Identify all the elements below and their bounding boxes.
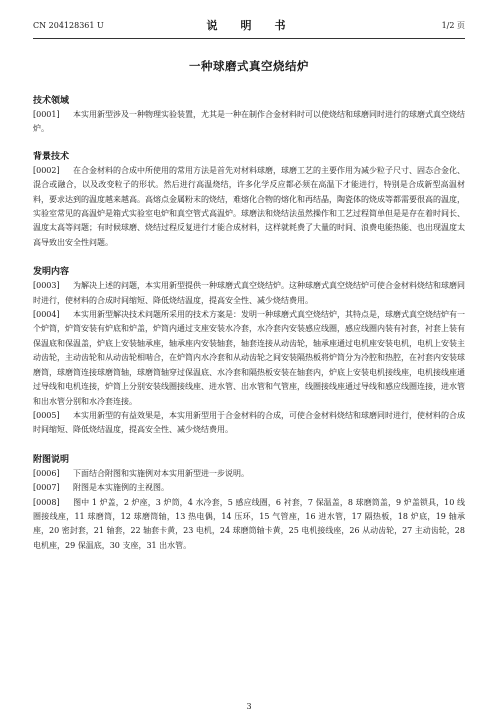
paragraph-number: [0007] bbox=[33, 483, 60, 493]
paragraph-0007 bbox=[33, 481, 465, 495]
paragraph-number: [0002] bbox=[33, 165, 60, 175]
paragraph-number: [0001] bbox=[33, 110, 60, 119]
paragraph-number: [0008] bbox=[33, 497, 60, 507]
patent-number: CN 204128361 U bbox=[33, 21, 104, 30]
paragraph-0002 bbox=[33, 164, 465, 250]
paragraph-0006 bbox=[33, 467, 465, 481]
paragraph-0005 bbox=[33, 409, 465, 438]
section-heading-drawings: 附图说明 bbox=[33, 454, 70, 465]
paragraph-number: [0005] bbox=[33, 410, 60, 420]
paragraph-text: 本实用新型涉及一种物理实验装置，尤其是一种在制作合金材料时可以使烧结和球磨同时进行的球磨式真空烧结炉。 bbox=[33, 110, 465, 134]
paragraph-text: 下面结合附图和实施例对本实用新型进一步说明。 bbox=[73, 468, 249, 478]
paragraph-text: 为解决上述的问题，本实用新型提供一种球磨式真空烧结炉。这种球磨式真空烧结炉可使合金材料烧结和球磨同时进行，使材料的合成时间缩短、降低烧结温度，提高安全性、减少烧结费用。 bbox=[33, 281, 465, 305]
paragraph-number: [0006] bbox=[33, 468, 60, 478]
page-header bbox=[33, 18, 465, 34]
section-heading-summary: 发明内容 bbox=[33, 267, 70, 278]
paragraph-text: 本实用新型解决技术问题所采用的技术方案是：发明一种球磨式真空烧结炉，其特点是，球磨式真空烧结炉有一个炉筒，炉筒安装有炉底和炉盖，炉筒内通过支座安装水冷套，水冷套内安装感应线圈，感应线圈内装有衬套，衬套上装有保温底和保温盖，炉底上安装轴承座，轴承座内安装轴套，轴套连接从动齿轮，轴承座通过电机座安装电机，电机上安装主动齿轮，主动齿轮和从动齿轮相啮合，在炉筒内水冷套和从动齿轮之间安装隔热板将炉筒分为冷腔和热腔，在衬套内安装球磨筒，球磨筒连接球磨筒轴，球磨筒轴穿过保温底、水冷套和隔热板安装在轴套内，炉底上安装电机接线座，电机接线座通过导线和电机连接，炉筒上分别安装线圈接线座、进水管、出水管和气管座，线圈接线座通过导线和感应线圈连接，进水管和出水管分别和水冷套连接。 bbox=[33, 310, 465, 406]
section-heading-background: 背景技术 bbox=[33, 151, 70, 162]
document-title: 一种球磨式真空烧结炉 bbox=[189, 59, 309, 73]
paragraph-0001 bbox=[33, 108, 465, 137]
paragraph-text: 附图是本实施例的主视图。 bbox=[73, 483, 169, 493]
paragraph-text: 在合金材料的合成中所使用的常用方法是首先对材料球磨，球磨工艺的主要作用为减少粒子尺寸、固态合金化、混合或融合，以及改变粒子的形状。然后进行高温烧结，许多化学反应都必须在高温下才能进行，特别是合成新型高温材料，要求达到的温度越来越高。高熔点金属粉末的烧结，难熔化合物的熔化和再结晶，陶瓷体的烧成等都需要很高的温度，实验室常见的高温炉是箱式实验室电炉和真空管式高温炉。球磨法和烧结法虽然操作和工艺过程简单但是是存在着时间长、温度太高等问题；有时候球磨、烧结过程反复进行才能合成材料，这样就耗费了大量的时间、浪费电能热能、也出现温度太高导致出安全性问题。 bbox=[33, 165, 465, 247]
header-rule bbox=[33, 38, 465, 39]
page-indicator: 1/2 页 bbox=[441, 21, 465, 30]
paragraph-text: 本实用新型的有益效果是，本实用新型用于合金材料的合成，可使合金材料烧结和球磨同时进行，使材料的合成时间缩短、降低烧结温度，提高安全性、减少烧结费用。 bbox=[33, 410, 465, 435]
paragraph-0003 bbox=[33, 279, 465, 308]
section-heading-technical-field: 技术领域 bbox=[33, 96, 70, 106]
paragraph-text: 图中 1 炉盖，2 炉座，3 炉筒，4 水冷套，5 感应线圈，6 衬套，7 保温盖，8 球磨筒盖，9 炉盖锁具，10 线圈接线座，11 球磨筒，12 球磨筒轴，13 热电偶，14 压环，15 气管座，16 进水管，17 隔热板，18 炉底，19 轴承座，20 密封套，21 轴套，22 轴套卡黄，23 电机，24 球磨筒轴卡黄，25 电机接线座，26 从动齿轮，27 主动齿轮，28 电机座，29 保温底，30 支座，31 出水管。 bbox=[33, 497, 465, 550]
paragraph-number: [0004] bbox=[33, 310, 60, 320]
document-body bbox=[33, 95, 465, 553]
paragraph-0004 bbox=[33, 308, 465, 409]
paragraph-number: [0003] bbox=[33, 281, 60, 291]
page-number: 3 bbox=[246, 702, 252, 711]
document-type: 说 明 书 bbox=[206, 19, 292, 32]
paragraph-0008 bbox=[33, 496, 465, 554]
